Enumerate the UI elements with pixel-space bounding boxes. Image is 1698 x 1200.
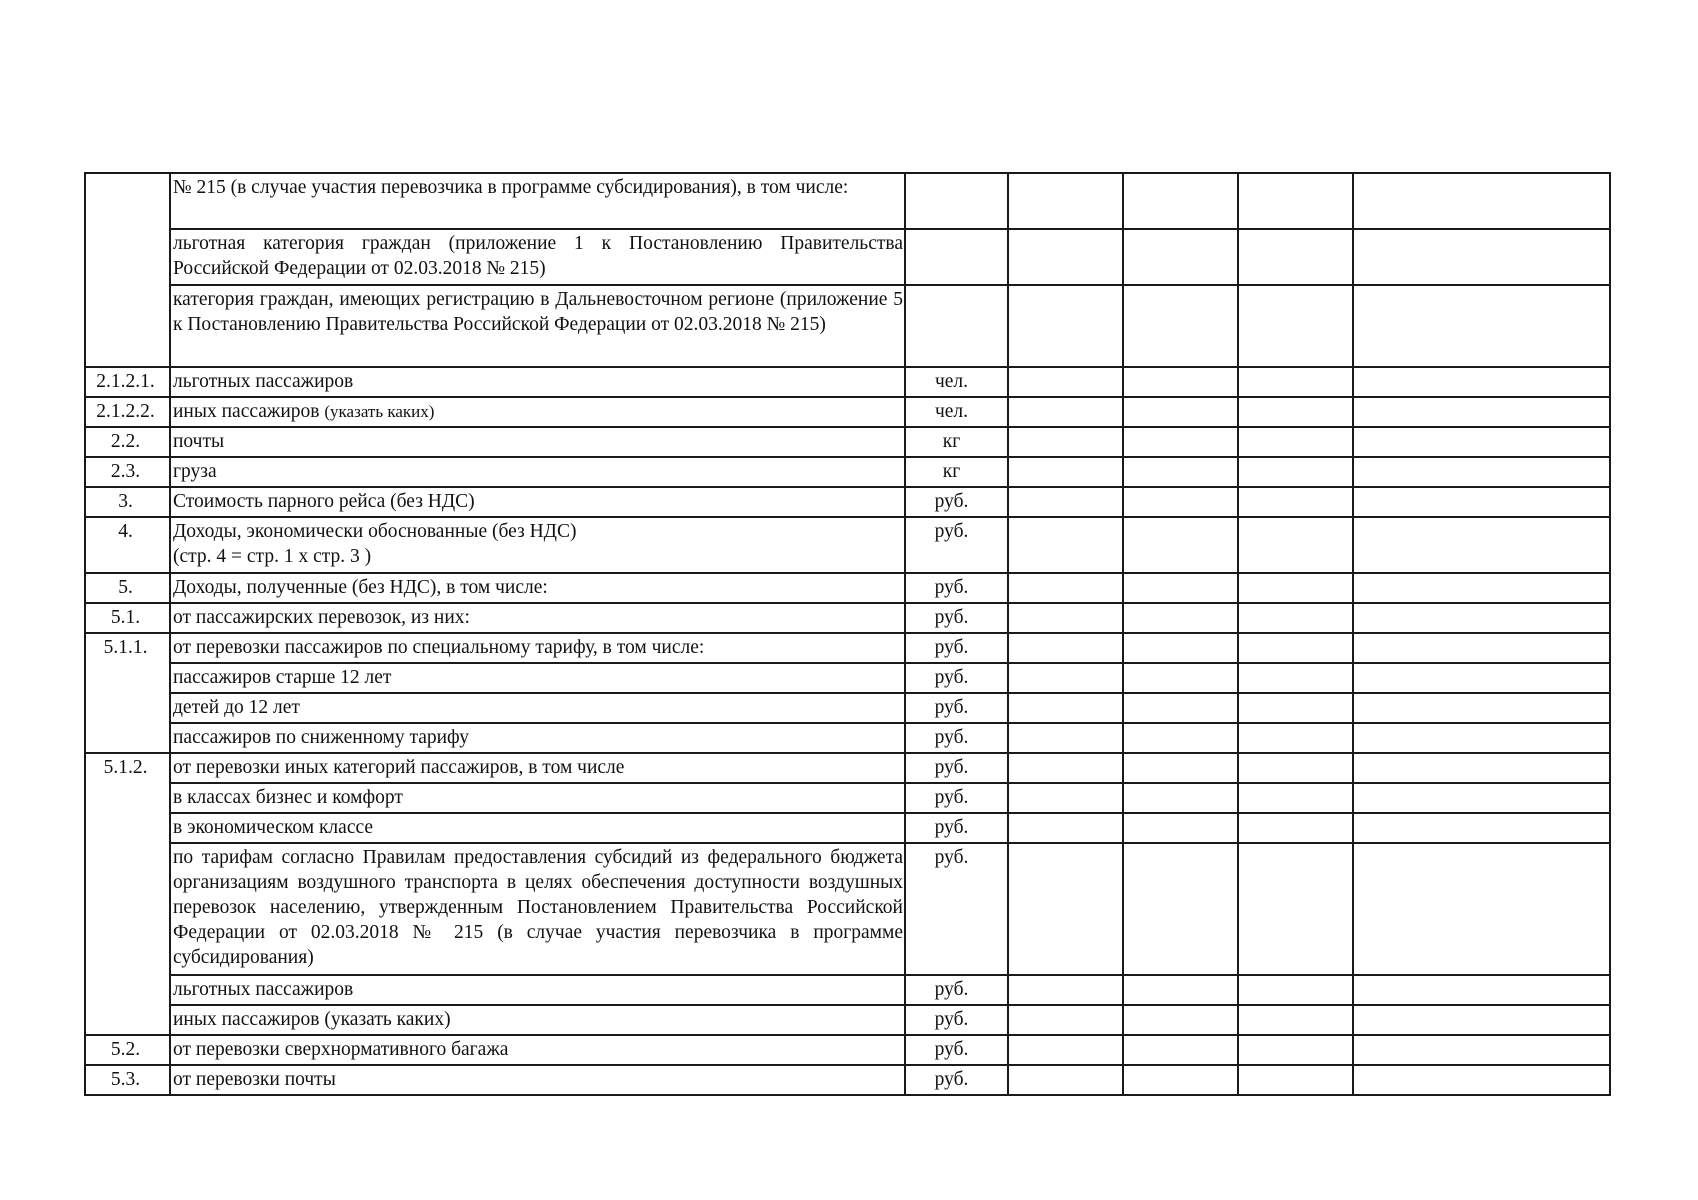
row-name-cell: пассажиров старше 12 лет [170, 663, 905, 693]
value-cell[interactable] [1008, 367, 1123, 397]
table-row [85, 367, 1610, 397]
value-cell[interactable] [1238, 573, 1353, 603]
table-row [85, 1035, 1610, 1065]
value-cell[interactable] [1238, 783, 1353, 813]
value-cell[interactable] [1123, 843, 1238, 975]
table-row [85, 1005, 1610, 1035]
row-name-cell: категория граждан, имеющих регистрацию в Дальневосточном регионе (приложение 5 к Постановлению Правительства Российской Федерации от 02.03.2018 № 215) [170, 285, 905, 367]
value-cell[interactable] [1238, 517, 1353, 573]
value-cell[interactable] [1353, 285, 1610, 367]
value-cell[interactable] [1353, 397, 1610, 427]
row-name-cell: по тарифам согласно Правилам предоставления субсидий из федерального бюджета организациям воздушного транспорта в целях обеспечения доступности воздушных перевозок населению, утвержденным Постановлением Правительства Российской Федерации от 02.03.2018 № 215 (в случае участия перевозчика в программе субсидирования) [170, 843, 905, 975]
value-cell[interactable] [1008, 517, 1123, 573]
row-unit-cell: кг [905, 427, 1008, 457]
row-number-cell: 5.1.1. [85, 633, 170, 753]
value-cell[interactable] [1008, 633, 1123, 663]
value-cell[interactable] [1123, 783, 1238, 813]
value-cell[interactable] [1123, 603, 1238, 633]
value-cell[interactable] [1123, 723, 1238, 753]
row-number-cell: 5.1. [85, 603, 170, 633]
value-cell[interactable] [1353, 843, 1610, 975]
table-row [85, 1065, 1610, 1095]
row-unit-cell: руб. [905, 1065, 1008, 1095]
value-cell[interactable] [1238, 1035, 1353, 1065]
row-unit-cell: руб. [905, 813, 1008, 843]
value-cell[interactable] [1008, 975, 1123, 1005]
value-cell[interactable] [1008, 573, 1123, 603]
value-cell[interactable] [1238, 693, 1353, 723]
value-cell[interactable] [1008, 663, 1123, 693]
value-cell[interactable] [1238, 457, 1353, 487]
value-cell[interactable] [1353, 229, 1610, 285]
value-cell[interactable] [1008, 487, 1123, 517]
table-row [85, 975, 1610, 1005]
value-cell[interactable] [1353, 427, 1610, 457]
table-row [85, 783, 1610, 813]
row-unit-cell: руб. [905, 487, 1008, 517]
value-cell[interactable] [1238, 753, 1353, 783]
row-name-cell: льготная категория граждан (приложение 1 к Постановлению Правительства Российской Федерации от 02.03.2018 № 215) [170, 229, 905, 285]
value-cell[interactable] [1238, 663, 1353, 693]
value-cell[interactable] [1353, 1065, 1610, 1095]
value-cell[interactable] [1123, 573, 1238, 603]
value-cell[interactable] [1353, 783, 1610, 813]
row-name-cell: Доходы, экономически обоснованные (без НДС) (стр. 4 = стр. 1 х стр. 3 ) [170, 517, 905, 573]
value-cell[interactable] [1238, 487, 1353, 517]
row-unit-cell: кг [905, 457, 1008, 487]
value-cell[interactable] [1123, 1005, 1238, 1035]
value-cell[interactable] [1353, 603, 1610, 633]
value-cell[interactable] [1238, 975, 1353, 1005]
row-name-cell: иных пассажиров (указать каких) [170, 1005, 905, 1035]
value-cell[interactable] [1353, 1005, 1610, 1035]
row-unit-cell: руб. [905, 573, 1008, 603]
row-name-cell: пассажиров по сниженному тарифу [170, 723, 905, 753]
table-row [85, 663, 1610, 693]
row-name-cell: груза [170, 457, 905, 487]
value-cell[interactable] [1123, 1035, 1238, 1065]
table-row [85, 573, 1610, 603]
value-cell[interactable] [1123, 427, 1238, 457]
value-cell[interactable] [1353, 753, 1610, 783]
row-name-cell: льготных пассажиров [170, 367, 905, 397]
table-row [85, 397, 1610, 427]
value-cell[interactable] [1238, 843, 1353, 975]
value-cell[interactable] [1008, 753, 1123, 783]
value-cell[interactable] [1353, 517, 1610, 573]
value-cell[interactable] [1008, 1035, 1123, 1065]
row-name-cell: Стоимость парного рейса (без НДС) [170, 487, 905, 517]
table-row [85, 693, 1610, 723]
value-cell[interactable] [1353, 573, 1610, 603]
value-cell[interactable] [1123, 633, 1238, 663]
value-cell[interactable] [1123, 663, 1238, 693]
table-row [85, 843, 1610, 975]
row-number-cell: 2.3. [85, 457, 170, 487]
row-name-cell: от пассажирских перевозок, из них: [170, 603, 905, 633]
value-cell[interactable] [1123, 487, 1238, 517]
row-unit-cell: руб. [905, 975, 1008, 1005]
value-cell[interactable] [1238, 367, 1353, 397]
report-sheet [84, 172, 1611, 1096]
row-unit-cell: руб. [905, 843, 1008, 975]
value-cell[interactable] [1353, 693, 1610, 723]
value-cell[interactable] [1008, 1005, 1123, 1035]
value-cell[interactable] [1008, 783, 1123, 813]
row-unit-cell: руб. [905, 693, 1008, 723]
income-table [84, 172, 1611, 1096]
row-unit-cell: чел. [905, 397, 1008, 427]
value-cell[interactable] [1008, 457, 1123, 487]
row-name-cell: детей до 12 лет [170, 693, 905, 723]
row-name-cell: почты [170, 427, 905, 457]
table-row [85, 813, 1610, 843]
row-number-cell: 5.1.2. [85, 753, 170, 1035]
row-number-cell: 2.1.2.1. [85, 367, 170, 397]
value-cell[interactable] [1008, 397, 1123, 427]
value-cell[interactable] [1238, 723, 1353, 753]
row-name-cell: Доходы, полученные (без НДС), в том числе: [170, 573, 905, 603]
row-unit-cell [905, 173, 1008, 229]
table-row [85, 487, 1610, 517]
row-number-cell: 2.1.2.2. [85, 397, 170, 427]
value-cell[interactable] [1238, 173, 1353, 229]
row-name-note: (указать каких) [324, 402, 435, 421]
row-unit-cell: руб. [905, 663, 1008, 693]
value-cell[interactable] [1353, 723, 1610, 753]
value-cell[interactable] [1008, 603, 1123, 633]
row-number-cell: 5. [85, 573, 170, 603]
value-cell[interactable] [1238, 285, 1353, 367]
table-row [85, 603, 1610, 633]
row-unit-cell: руб. [905, 1005, 1008, 1035]
value-cell[interactable] [1238, 1065, 1353, 1095]
value-cell[interactable] [1008, 229, 1123, 285]
value-cell[interactable] [1008, 1065, 1123, 1095]
row-unit-cell: руб. [905, 1035, 1008, 1065]
value-cell[interactable] [1123, 367, 1238, 397]
value-cell[interactable] [1008, 843, 1123, 975]
table-row [85, 633, 1610, 663]
value-cell[interactable] [1123, 693, 1238, 723]
row-name-cell: от перевозки сверхнормативного багажа [170, 1035, 905, 1065]
row-number-cell [85, 173, 170, 367]
value-cell[interactable] [1238, 1005, 1353, 1035]
row-number-cell: 4. [85, 517, 170, 573]
value-cell[interactable] [1123, 397, 1238, 427]
row-unit-cell [905, 229, 1008, 285]
value-cell[interactable] [1353, 173, 1610, 229]
row-unit-cell: руб. [905, 723, 1008, 753]
value-cell[interactable] [1123, 975, 1238, 1005]
row-unit-cell: руб. [905, 633, 1008, 663]
value-cell[interactable] [1008, 285, 1123, 367]
row-unit-cell: чел. [905, 367, 1008, 397]
value-cell[interactable] [1008, 723, 1123, 753]
row-name-cell: № 215 (в случае участия перевозчика в программе субсидирования), в том числе: [170, 173, 905, 229]
value-cell[interactable] [1353, 367, 1610, 397]
value-cell[interactable] [1008, 427, 1123, 457]
row-unit-cell: руб. [905, 783, 1008, 813]
value-cell[interactable] [1123, 813, 1238, 843]
table-row [85, 723, 1610, 753]
row-unit-cell: руб. [905, 753, 1008, 783]
value-cell[interactable] [1008, 813, 1123, 843]
table-row [85, 753, 1610, 783]
value-cell[interactable] [1123, 1065, 1238, 1095]
row-number-cell: 5.3. [85, 1065, 170, 1095]
value-cell[interactable] [1123, 517, 1238, 573]
value-cell[interactable] [1238, 813, 1353, 843]
row-name-cell: в экономическом классе [170, 813, 905, 843]
row-name-cell: льготных пассажиров [170, 975, 905, 1005]
row-name-cell: от перевозки пассажиров по специальному тарифу, в том числе: [170, 633, 905, 663]
table-row [85, 173, 1610, 229]
value-cell[interactable] [1008, 693, 1123, 723]
row-name-cell: от перевозки почты [170, 1065, 905, 1095]
value-cell[interactable] [1353, 457, 1610, 487]
value-cell[interactable] [1353, 1035, 1610, 1065]
value-cell[interactable] [1238, 633, 1353, 663]
value-cell[interactable] [1353, 975, 1610, 1005]
value-cell[interactable] [1238, 603, 1353, 633]
row-unit-cell: руб. [905, 517, 1008, 573]
row-number-cell: 5.2. [85, 1035, 170, 1065]
row-unit-cell: руб. [905, 603, 1008, 633]
row-number-cell: 2.2. [85, 427, 170, 457]
value-cell[interactable] [1238, 397, 1353, 427]
value-cell[interactable] [1353, 813, 1610, 843]
value-cell[interactable] [1353, 633, 1610, 663]
value-cell[interactable] [1123, 457, 1238, 487]
row-name-cell: от перевозки иных категорий пассажиров, в том числе [170, 753, 905, 783]
value-cell[interactable] [1123, 229, 1238, 285]
table-row [85, 457, 1610, 487]
value-cell[interactable] [1238, 229, 1353, 285]
row-unit-cell [905, 285, 1008, 367]
row-name-cell: иных пассажиров (указать каких) [170, 397, 905, 427]
value-cell[interactable] [1238, 427, 1353, 457]
value-cell[interactable] [1123, 753, 1238, 783]
value-cell[interactable] [1353, 487, 1610, 517]
value-cell[interactable] [1123, 173, 1238, 229]
value-cell[interactable] [1008, 173, 1123, 229]
row-number-cell: 3. [85, 487, 170, 517]
value-cell[interactable] [1123, 285, 1238, 367]
table-row [85, 285, 1610, 367]
table-row [85, 517, 1610, 573]
value-cell[interactable] [1353, 663, 1610, 693]
table-row [85, 427, 1610, 457]
row-name-cell: в классах бизнес и комфорт [170, 783, 905, 813]
table-row [85, 229, 1610, 285]
row-name-formula: (стр. 4 = стр. 1 х стр. 3 ) [173, 546, 372, 567]
